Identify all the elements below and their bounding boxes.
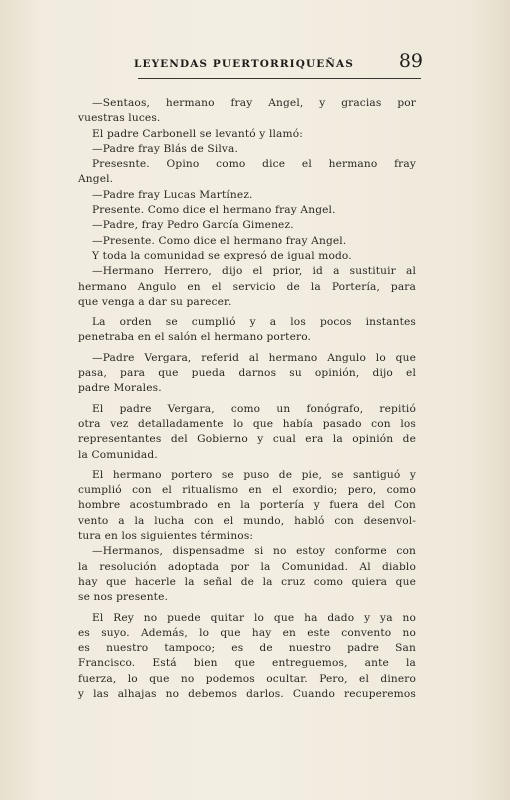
text-line: vuestras luces. — [78, 112, 161, 125]
text-line: —Padre, fray Pedro García Gimenez. — [92, 219, 294, 232]
header-rule — [138, 78, 421, 79]
text-line: La orden se cumplió y a los pocos instantes — [92, 316, 416, 329]
text-line: fuerza, lo que no podemos ocultar. Pero, el dinero — [78, 672, 416, 685]
text-line: —Padre fray Blás de Silva. — [92, 142, 239, 155]
text-line: hay que hacerle la señal de la cruz como quiera que — [78, 575, 416, 588]
text-line: la Comunidad. — [78, 448, 158, 461]
text-line: Francisco. Está bien que entreguemos, ante la — [78, 657, 416, 670]
text-line: El Rey no puede quitar lo que ha dado y ya no — [92, 611, 416, 624]
text-line: —Presente. Como dice el hermano fray Angel. — [92, 234, 347, 247]
text-line: Angel. — [78, 173, 114, 186]
text-line: —Hermano Herrero, dijo el prior, id a sustituir al — [92, 265, 416, 278]
text-line: hermano Angulo en el servicio de la Portería, para — [78, 280, 416, 293]
body-text — [78, 96, 416, 702]
text-line: El padre Carbonell se levantó y llamó: — [92, 127, 303, 140]
text-line: —Sentaos, hermano fray Angel, y gracias por — [92, 97, 416, 109]
text-line: vento a la lucha con el mundo, habló con desenvol- — [78, 514, 416, 527]
text-line: penetraba en el salón el hermano portero. — [78, 331, 312, 344]
text-line: pasa, para que pueda darnos su opinión, dijo el — [78, 367, 416, 380]
text-line: El padre Vergara, como un fonógrafo, repitió — [92, 402, 416, 415]
text-line: la resolución adoptada por la Comunidad. Al diablo — [78, 560, 416, 573]
text-line: —Padre Vergara, referid al hermano Angulo lo que — [92, 351, 416, 364]
text-line: —Padre fray Lucas Martínez. — [92, 188, 253, 201]
text-line: tura en los siguientes términos: — [78, 530, 254, 543]
text-line: se nos presente. — [78, 591, 169, 604]
text-line: cumplió con el ritualismo en el exordio; pero, como — [78, 484, 416, 497]
text-line: padre Morales. — [78, 382, 162, 395]
text-line: Presesnte. Opino como dice el hermano fray — [92, 158, 416, 171]
page-header — [90, 50, 425, 80]
text-line: Y toda la comunidad se expresó de igual modo. — [92, 249, 352, 262]
text-line: y las alhajas no debemos darlos. Cuando recuperemos — [78, 687, 416, 700]
text-line: es nuestro tampoco; es de nuestro padre San — [78, 642, 416, 655]
text-line: que venga a dar su parecer. — [78, 295, 232, 308]
text-line: otra vez detalladamente lo que había pasado con los — [78, 417, 416, 430]
text-line: representantes del Gobierno y cual era la opinión de — [78, 433, 416, 446]
text-line: es suyo. Además, lo que hay en este convento no — [78, 626, 416, 639]
text-line: hombre acostumbrado en la portería y fuera del Con — [78, 499, 416, 512]
text-line: El hermano portero se puso de pie, se santiguó y — [92, 468, 416, 481]
running-head: LEYENDAS PUERTORRIQUEÑAS — [134, 58, 354, 70]
text-line: Presente. Como dice el hermano fray Angel. — [92, 204, 336, 217]
page-number: 89 — [398, 50, 423, 72]
text-line: —Hermanos, dispensadme si no estoy conforme con — [92, 545, 416, 558]
